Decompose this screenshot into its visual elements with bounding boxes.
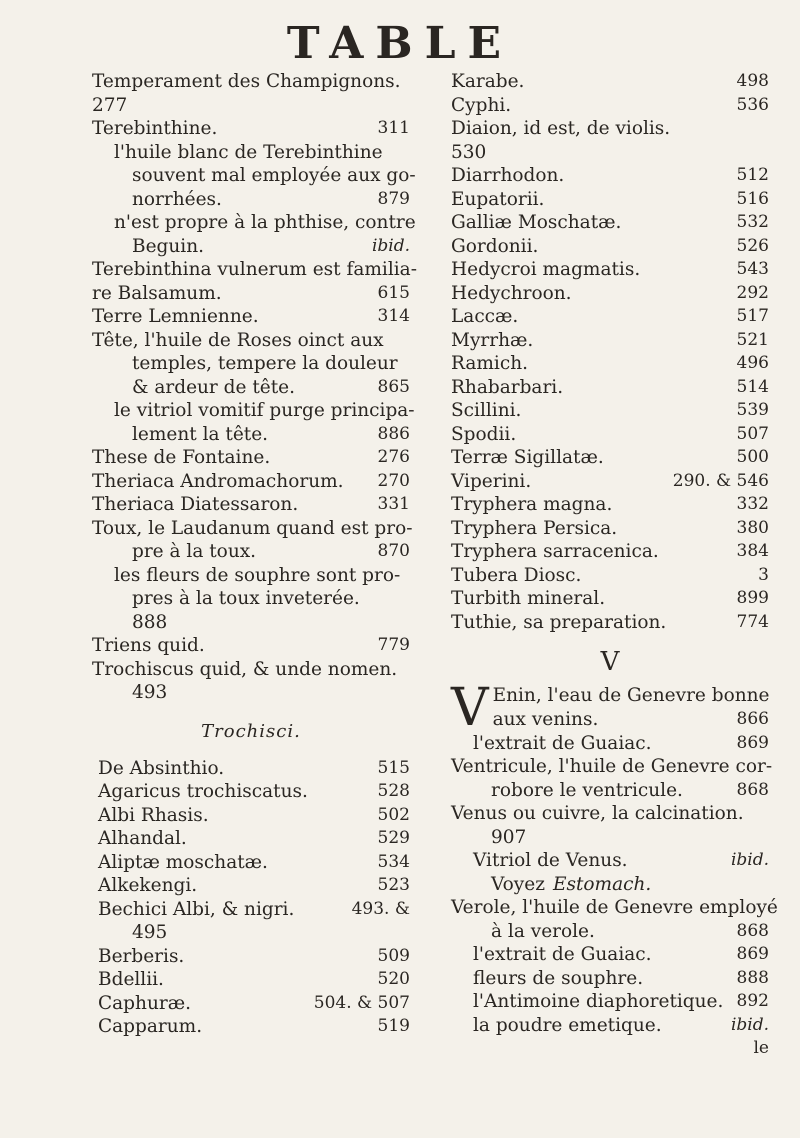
- index-entry: [92, 399, 415, 423]
- right-column: [451, 70, 778, 1061]
- page-number: 534: [377, 851, 410, 872]
- page-number: 521: [736, 329, 769, 350]
- index-entry: [451, 896, 778, 920]
- index-entry: [92, 211, 416, 235]
- index-entry: [451, 779, 769, 803]
- entry-text: Beguin.: [132, 235, 205, 257]
- page-number: 512: [736, 165, 769, 185]
- entry-text: l'huile blanc de Terebinthine: [114, 141, 383, 163]
- page-number: 514: [736, 376, 769, 397]
- entry-text: souvent mal employée aux go-: [132, 165, 416, 186]
- index-entry: [451, 470, 769, 494]
- page-number: 866: [736, 709, 769, 729]
- index-entry: [92, 376, 410, 400]
- entry-text: à la verole.: [491, 920, 595, 942]
- entry-text: 888: [132, 611, 168, 633]
- entry-text: Turbith mineral.: [451, 588, 606, 609]
- index-entry: [451, 70, 769, 94]
- index-entry: [92, 874, 410, 898]
- page-number: 502: [377, 804, 410, 825]
- entry-text: n'est propre à la phthise, contre: [114, 212, 416, 233]
- page-number: 516: [736, 188, 769, 209]
- entry-text: Tête, l'huile de Roses oinct aux: [92, 329, 384, 351]
- index-entry: [451, 517, 769, 541]
- page-number: 868: [736, 920, 769, 941]
- page-number: 879: [377, 188, 410, 209]
- index-entry: [451, 141, 769, 165]
- page-number: 543: [736, 259, 769, 279]
- entry-text: Bechici Albi, & nigri.: [98, 898, 295, 920]
- entry-text: Viperini.: [451, 470, 532, 492]
- entry-text: aux venins.: [492, 709, 599, 730]
- entry-text: l'extrait de Guaiac.: [473, 944, 652, 965]
- entry-text: Laccæ.: [451, 306, 519, 327]
- page-number: 507: [736, 423, 769, 444]
- page-number: 515: [377, 757, 410, 778]
- entry-text: fleurs de souphre.: [473, 967, 644, 989]
- index-entry: [92, 945, 410, 969]
- index-entry: [92, 992, 410, 1016]
- index-entry: [92, 757, 410, 781]
- entry-text: Toux, le Laudanum quand est pro-: [92, 517, 413, 539]
- index-entry: [451, 873, 769, 897]
- page-number: ibid.: [730, 850, 769, 870]
- index-entry: [92, 804, 410, 828]
- page-number: 892: [736, 991, 769, 1011]
- index-entry: [451, 943, 769, 967]
- entry-text: les fleurs de souphre sont pro-: [114, 564, 401, 586]
- entry-text: Galliæ Moschatæ.: [451, 212, 622, 233]
- page-number: 536: [736, 94, 769, 115]
- index-entry: [451, 849, 769, 873]
- index-entry: [451, 258, 769, 282]
- index-entry: [92, 117, 410, 141]
- entry-text: Cyphi.: [451, 94, 512, 116]
- entry-text: pres à la toux inveterée.: [132, 588, 360, 609]
- page-number: 270: [377, 470, 410, 491]
- entry-text: Alkekengi.: [98, 875, 198, 896]
- index-entry: [92, 470, 410, 494]
- entry-text: Alhandal.: [98, 828, 187, 849]
- right-index-list: [451, 70, 769, 634]
- entry-text: Terre Lemnienne.: [92, 306, 259, 327]
- entry-text: Triens quid.: [92, 635, 205, 656]
- page-number: 774: [736, 611, 769, 632]
- index-entry: [451, 564, 769, 588]
- page-number: 888: [736, 967, 769, 988]
- entry-text: Myrrhæ.: [451, 329, 534, 351]
- entry-text: Tubera Diosc.: [451, 564, 582, 586]
- entry-text: 495: [132, 922, 168, 943]
- index-entry: [451, 587, 769, 611]
- index-entry: [451, 305, 769, 329]
- trochisci-list: [92, 757, 410, 1039]
- index-entry: [451, 117, 769, 141]
- entry-text: Tryphera Persica.: [451, 517, 618, 539]
- entry-text: De Absinthio.: [98, 757, 225, 779]
- index-entry: [92, 446, 410, 470]
- page-number: 500: [736, 447, 769, 467]
- entry-text: norrhées.: [132, 188, 222, 210]
- section-subhead: Trochisci.: [201, 720, 301, 742]
- page-number: 380: [736, 517, 769, 538]
- index-entry: [92, 681, 410, 705]
- entry-text: Diarrhodon.: [451, 165, 565, 186]
- page-number: 868: [736, 779, 769, 800]
- page-number: 3: [758, 564, 769, 585]
- entry-text: Terebinthina vulnerum est familia-: [92, 259, 417, 280]
- page-number: 517: [736, 306, 769, 326]
- index-entry: [92, 423, 410, 447]
- entry-text: Terebinthine.: [92, 118, 218, 139]
- entry-text: Albi Rhasis.: [98, 804, 209, 826]
- index-entry: [92, 493, 410, 517]
- index-entry: [451, 423, 769, 447]
- entry-text: robore le ventricule.: [491, 779, 683, 801]
- index-entry: [451, 493, 769, 517]
- index-entry: [451, 399, 769, 423]
- entry-text: Hedychroon.: [451, 282, 572, 304]
- index-entry: [92, 235, 410, 259]
- entry-text: re Balsamum.: [92, 282, 222, 304]
- entry-text: Agaricus trochiscatus.: [98, 781, 308, 802]
- entry-text: temples, tempere la douleur: [132, 353, 398, 374]
- entry-text: Voyez: [491, 873, 545, 895]
- index-entry: [451, 1014, 769, 1038]
- page-title: TABLE: [286, 18, 514, 69]
- index-entry: [451, 920, 769, 944]
- index-entry: [92, 921, 410, 945]
- entry-text: Temperament des Champignons.: [92, 71, 401, 92]
- index-entry: [92, 564, 410, 588]
- page-number: 290. & 546: [672, 470, 769, 491]
- index-entry: [92, 540, 410, 564]
- page-number: 779: [377, 635, 410, 655]
- entry-text: 530: [451, 141, 487, 163]
- entry-text: Eupatorii.: [451, 188, 545, 210]
- entry-text: pre à la toux.: [132, 541, 257, 562]
- page-number: 311: [377, 118, 410, 138]
- left-index-list: [92, 70, 417, 705]
- page-number: ibid.: [730, 1014, 769, 1035]
- page-number: 314: [377, 306, 410, 326]
- entry-text: l'Antimoine diaphoretique.: [473, 991, 724, 1012]
- v-index-list: [451, 708, 778, 1037]
- index-entry: [92, 188, 410, 212]
- entry-text: Berberis.: [98, 945, 185, 967]
- index-entry: [451, 282, 769, 306]
- entry-text: Trochiscus quid, & unde nomen.: [92, 658, 398, 680]
- index-entry: [92, 141, 410, 165]
- entry-text: Tryphera sarracenica.: [451, 541, 659, 562]
- entry-text: & ardeur de tête.: [132, 376, 295, 398]
- entry-text: Terræ Sigillatæ.: [451, 447, 604, 468]
- page-number: 899: [736, 588, 769, 608]
- entry-text: Verole, l'huile de Genevre employé: [451, 897, 778, 918]
- index-entry: [92, 305, 410, 329]
- page-number: 520: [377, 969, 410, 989]
- index-entry: [451, 94, 769, 118]
- index-entry: [451, 990, 769, 1014]
- page-number: 869: [736, 944, 769, 964]
- index-entry: [451, 164, 769, 188]
- page-number: 526: [736, 235, 769, 256]
- entry-text: Tuthie, sa preparation.: [451, 611, 667, 633]
- entry-text: Capparum.: [98, 1016, 203, 1037]
- entry-text: Enin, l'eau de Genevre bonne: [492, 685, 770, 706]
- index-entry: [451, 376, 769, 400]
- page-number: 493. &: [351, 898, 410, 919]
- index-entry: [451, 540, 769, 564]
- catchword-row: [451, 1037, 769, 1061]
- index-entry: [451, 446, 769, 470]
- page-number: 539: [736, 400, 769, 420]
- entry-text: Karabe.: [451, 71, 525, 92]
- left-column: [92, 70, 417, 1039]
- index-entry: [92, 517, 413, 541]
- entry-text: Scillini.: [451, 400, 522, 421]
- index-entry: [92, 352, 410, 376]
- index-entry: [451, 611, 769, 635]
- page-number: 504. & 507: [313, 992, 410, 1013]
- index-entry: [92, 634, 410, 658]
- page-number: 865: [377, 376, 410, 397]
- entry-text: Ventricule, l'huile de Genevre cor-: [451, 756, 773, 777]
- index-entry: [92, 164, 416, 188]
- index-entry: [92, 258, 417, 282]
- index-entry: [451, 329, 769, 353]
- index-entry: [92, 1015, 410, 1039]
- page-number: 496: [736, 353, 769, 373]
- index-entry: [92, 827, 410, 851]
- entry-text: Ramich.: [451, 353, 528, 374]
- entry-text: lement la tête.: [132, 423, 269, 445]
- page-number: 523: [377, 875, 410, 895]
- page-number: 615: [377, 282, 410, 303]
- index-entry: [451, 732, 769, 756]
- index-entry: [92, 898, 410, 922]
- entry-text: 277: [92, 94, 128, 116]
- index-entry: [92, 658, 410, 682]
- entry-text: Bdellii.: [98, 969, 164, 990]
- index-entry: [451, 352, 769, 376]
- catchword: le: [753, 1038, 769, 1058]
- entry-text: Spodii.: [451, 423, 517, 445]
- page-number: 886: [377, 423, 410, 444]
- entry-text: la poudre emetique.: [473, 1014, 662, 1036]
- index-entry: [92, 968, 410, 992]
- index-entry: [92, 611, 410, 635]
- index-entry: [92, 282, 410, 306]
- entry-text: Gordonii.: [451, 235, 539, 257]
- page-number: 331: [377, 494, 410, 514]
- index-entry: [451, 826, 769, 850]
- index-entry: [451, 755, 773, 779]
- page-number: 498: [736, 71, 769, 91]
- index-entry: [451, 188, 769, 212]
- index-entry: [92, 329, 410, 353]
- entry-text: Diaion, id est, de violis.: [451, 118, 671, 139]
- page-number: 384: [736, 541, 769, 561]
- entry-text: These de Fontaine.: [92, 447, 271, 468]
- index-entry: [92, 587, 410, 611]
- page-number: 332: [736, 494, 769, 514]
- entry-text: Caphuræ.: [98, 992, 191, 1014]
- index-entry: [451, 967, 769, 991]
- index-entry: [451, 235, 769, 259]
- page-number: 519: [377, 1016, 410, 1036]
- page-number: 869: [736, 732, 769, 753]
- index-entry: [92, 70, 410, 94]
- index-entry: [92, 94, 410, 118]
- entry-text: Theriaca Diatessaron.: [92, 494, 299, 515]
- index-entry: [451, 708, 769, 732]
- entry-text: Tryphera magna.: [451, 494, 613, 515]
- section-letter-v: V: [600, 647, 620, 677]
- entry-text: Vitriol de Venus.: [473, 850, 628, 871]
- page-number: 509: [377, 945, 410, 966]
- entry-text: le vitriol vomitif purge principa-: [114, 400, 415, 421]
- page-number: 529: [377, 828, 410, 848]
- page-number: 528: [377, 781, 410, 801]
- index-entry: [451, 802, 769, 826]
- entry-text: Hedycroi magmatis.: [451, 259, 641, 280]
- entry-text: Rhabarbari.: [451, 376, 564, 398]
- index-entry: [451, 211, 769, 235]
- entry-text: l'extrait de Guaiac.: [473, 732, 652, 754]
- drop-cap: V: [451, 678, 489, 738]
- page-number: 532: [736, 212, 769, 232]
- entry-text: 907: [491, 826, 527, 848]
- page-number: ibid.: [371, 235, 410, 256]
- entry-text: 493: [132, 682, 168, 703]
- page-number: 870: [377, 541, 410, 561]
- index-entry: [92, 780, 410, 804]
- entry-text: Aliptæ moschatæ.: [98, 851, 268, 873]
- page-number: 292: [736, 282, 769, 303]
- entry-text: Venus ou cuivre, la calcination.: [451, 803, 744, 824]
- page-number: 276: [377, 447, 410, 467]
- v-section: [451, 678, 778, 1037]
- index-entry: [92, 851, 410, 875]
- entry-text: Theriaca Andromachorum.: [92, 470, 344, 492]
- entry-italic: Estomach.: [552, 873, 652, 895]
